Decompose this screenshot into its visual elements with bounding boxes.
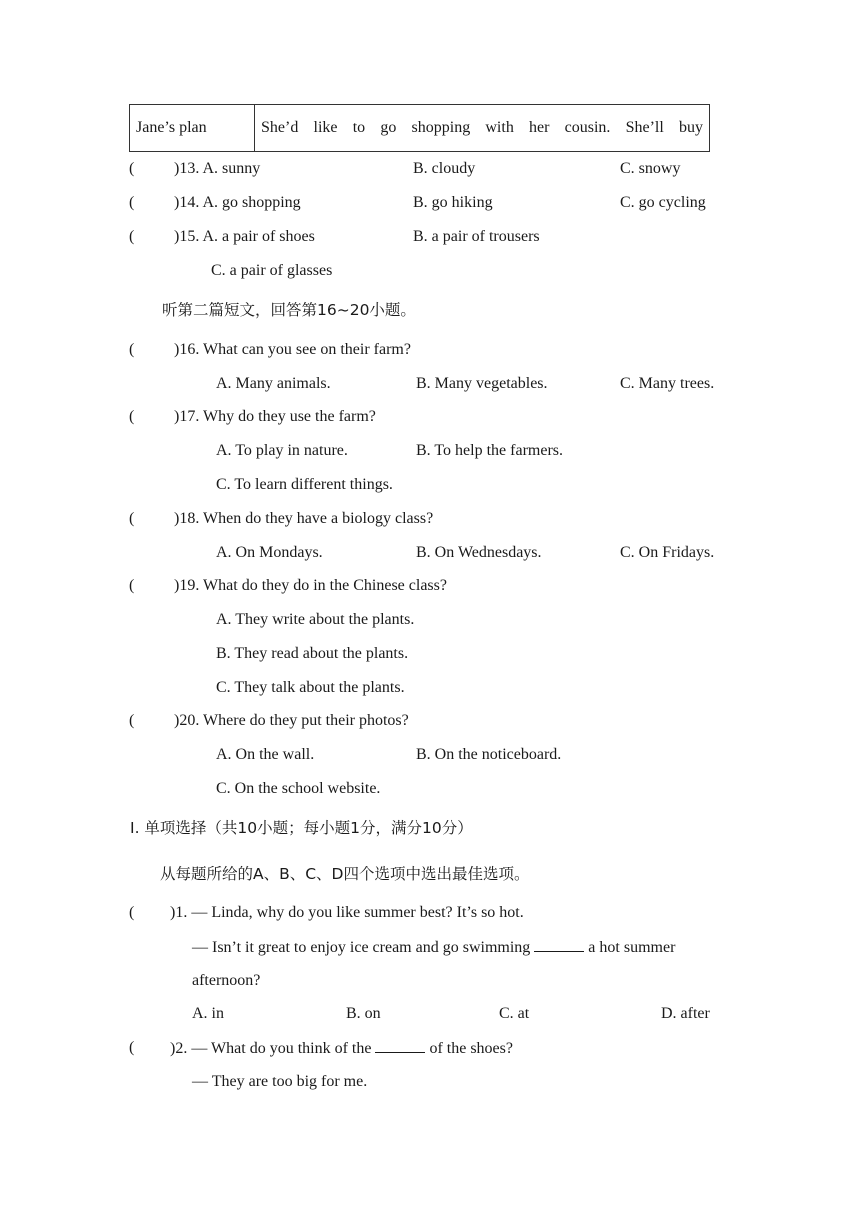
- plan-table-label: Jane’s plan: [130, 105, 255, 152]
- question-13-option-c: C. snowy: [620, 160, 681, 177]
- mc1-option-a: A. in: [192, 1005, 224, 1022]
- answer-bracket-15: (: [129, 228, 135, 245]
- question-20-option-b: B. On the noticeboard.: [416, 746, 562, 763]
- mc2-dialogue-line: — They are too big for me.: [192, 1073, 368, 1090]
- answer-bracket-14: (: [129, 194, 135, 211]
- question-19-option-c: C. They talk about the plants.: [216, 679, 405, 696]
- answer-bracket-mc1: (: [129, 904, 135, 921]
- question-15-option-b: B. a pair of trousers: [413, 228, 540, 245]
- question-16-option-c: C. Many trees.: [620, 375, 715, 392]
- question-17-stem: )17. Why do they use the farm?: [174, 408, 376, 425]
- question-20-option-a: A. On the wall.: [216, 746, 315, 763]
- question-16-stem: )16. What can you see on their farm?: [174, 341, 411, 358]
- section-2-instruction: 听第二篇短文，回答第16~20小题。: [162, 301, 416, 319]
- question-14-option-b: B. go hiking: [413, 194, 493, 211]
- part-i-instruction: 从每题所给的A、B、C、D四个选项中选出最佳选项。: [160, 865, 530, 883]
- question-18-option-a: A. On Mondays.: [216, 544, 323, 561]
- answer-bracket-19: (: [129, 577, 135, 594]
- mc2-answer-blank: [375, 1038, 425, 1053]
- answer-bracket-13: (: [129, 160, 135, 177]
- mc2-question-text-after: of the shoes?: [429, 1040, 513, 1057]
- mc2-question-text-before: )2. — What do you think of the: [170, 1040, 372, 1057]
- mc1-option-b: B. on: [346, 1005, 381, 1022]
- mc1-dialogue-text-after: a hot summer: [588, 939, 676, 956]
- plan-table-text: She’d like to go shopping with her cousin. She’ll buy: [255, 105, 710, 152]
- question-14-option-a: )14. A. go shopping: [174, 194, 301, 211]
- question-18-stem: )18. When do they have a biology class?: [174, 510, 434, 527]
- question-18-option-b: B. On Wednesdays.: [416, 544, 542, 561]
- mc1-question-line: )1. — Linda, why do you like summer best? It’s so hot.: [170, 904, 524, 921]
- plan-table: [129, 104, 710, 152]
- question-17-option-a: A. To play in nature.: [216, 442, 348, 459]
- question-14-option-c: C. go cycling: [620, 194, 706, 211]
- question-15-option-c: C. a pair of glasses: [211, 262, 333, 279]
- question-16-option-a: A. Many animals.: [216, 375, 331, 392]
- question-19-option-a: A. They write about the plants.: [216, 611, 415, 628]
- question-20-stem: )20. Where do they put their photos?: [174, 712, 409, 729]
- mc1-dialogue-line: [192, 937, 675, 958]
- answer-bracket-20: (: [129, 712, 135, 729]
- question-15-option-a: )15. A. a pair of shoes: [174, 228, 315, 245]
- mc1-answer-blank: [534, 937, 584, 952]
- mc1-option-c: C. at: [499, 1005, 530, 1022]
- answer-bracket-17: (: [129, 408, 135, 425]
- mc1-dialogue-text-before: — Isn’t it great to enjoy ice cream and go swimming: [192, 939, 531, 956]
- mc1-option-d: D. after: [661, 1005, 710, 1022]
- question-20-option-c: C. On the school website.: [216, 780, 381, 797]
- part-i-heading: I. 单项选择（共10小题；每小题1分，满分10分）: [130, 819, 473, 837]
- question-13-option-b: B. cloudy: [413, 160, 476, 177]
- mc2-question-line: [170, 1038, 513, 1059]
- answer-bracket-16: (: [129, 341, 135, 358]
- answer-bracket-18: (: [129, 510, 135, 527]
- question-19-stem: )19. What do they do in the Chinese class?: [174, 577, 447, 594]
- mc1-dialogue-line-end: afternoon?: [192, 972, 261, 989]
- question-19-option-b: B. They read about the plants.: [216, 645, 409, 662]
- question-16-option-b: B. Many vegetables.: [416, 375, 548, 392]
- question-13-option-a: )13. A. sunny: [174, 160, 261, 177]
- answer-bracket-mc2: (: [129, 1039, 135, 1056]
- question-18-option-c: C. On Fridays.: [620, 544, 715, 561]
- question-17-option-c: C. To learn different things.: [216, 476, 393, 493]
- question-17-option-b: B. To help the farmers.: [416, 442, 563, 459]
